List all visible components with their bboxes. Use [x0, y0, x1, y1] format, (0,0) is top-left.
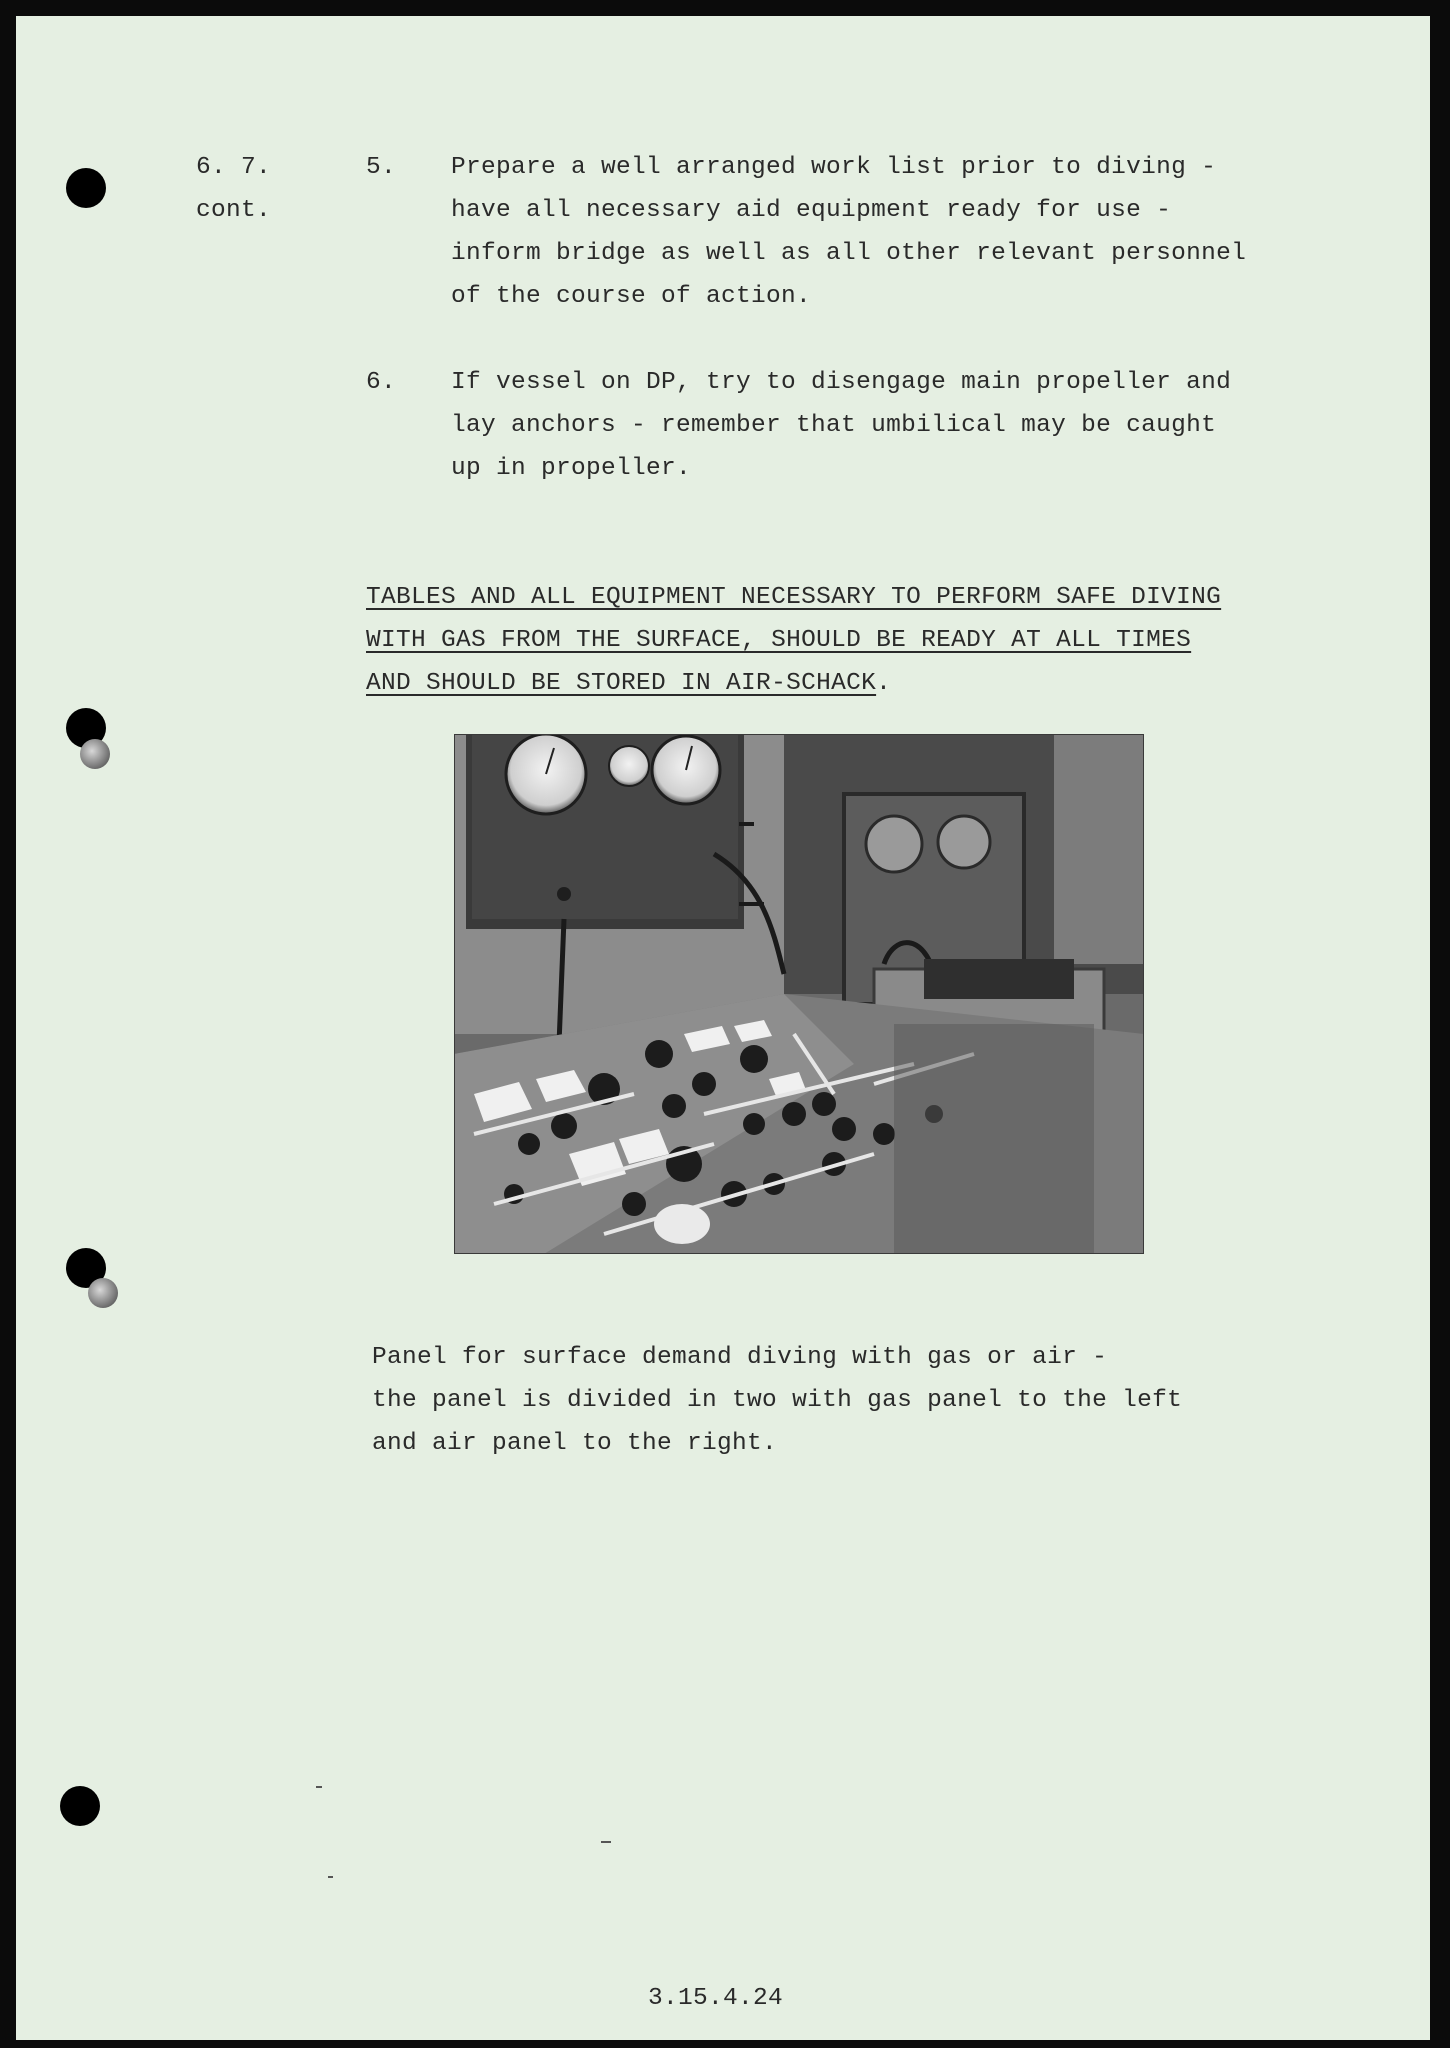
item-line: If vessel on DP, try to disengage main propeller and — [451, 369, 1232, 396]
notice-line: AND SHOULD BE STORED IN AIR-SCHACK — [366, 670, 877, 697]
item-line: of the course of action. — [451, 283, 812, 310]
item-line: have all necessary aid equipment ready for use - — [451, 197, 1172, 224]
stray-mark — [601, 1841, 611, 1843]
item-line: up in propeller. — [451, 455, 692, 482]
caption-line: and air panel to the right. — [372, 1430, 778, 1457]
item-line: lay anchors - remember that umbilical may be caught — [451, 412, 1217, 439]
item-line: Prepare a well arranged work list prior to diving - — [451, 154, 1217, 181]
notice-period: . — [876, 670, 892, 697]
diving-panel-photo — [454, 734, 1144, 1254]
item-number: 6. — [366, 369, 397, 396]
item-number: 5. — [366, 154, 397, 181]
binder-ring — [80, 739, 110, 769]
notice-line-last — [366, 662, 891, 705]
caption-line: Panel for surface demand diving with gas or air - — [372, 1344, 1108, 1371]
binder-hole — [60, 1786, 100, 1826]
document-page — [16, 16, 1430, 2040]
caption-line: the panel is divided in two with gas panel to the left — [372, 1387, 1183, 1414]
notice-line: WITH GAS FROM THE SURFACE, SHOULD BE READY AT ALL TIMES — [366, 627, 1192, 654]
binder-hole — [66, 168, 106, 208]
item-line: inform bridge as well as all other relevant personnel — [451, 240, 1247, 267]
stray-mark — [316, 1786, 322, 1788]
stray-mark — [328, 1876, 333, 1878]
page-number: 3.15.4.24 — [648, 1985, 784, 2012]
notice-line: TABLES AND ALL EQUIPMENT NECESSARY TO PERFORM SAFE DIVING — [366, 584, 1222, 611]
section-number: 6. 7. — [196, 154, 272, 181]
binder-ring — [88, 1278, 118, 1308]
section-continued: cont. — [196, 197, 272, 224]
